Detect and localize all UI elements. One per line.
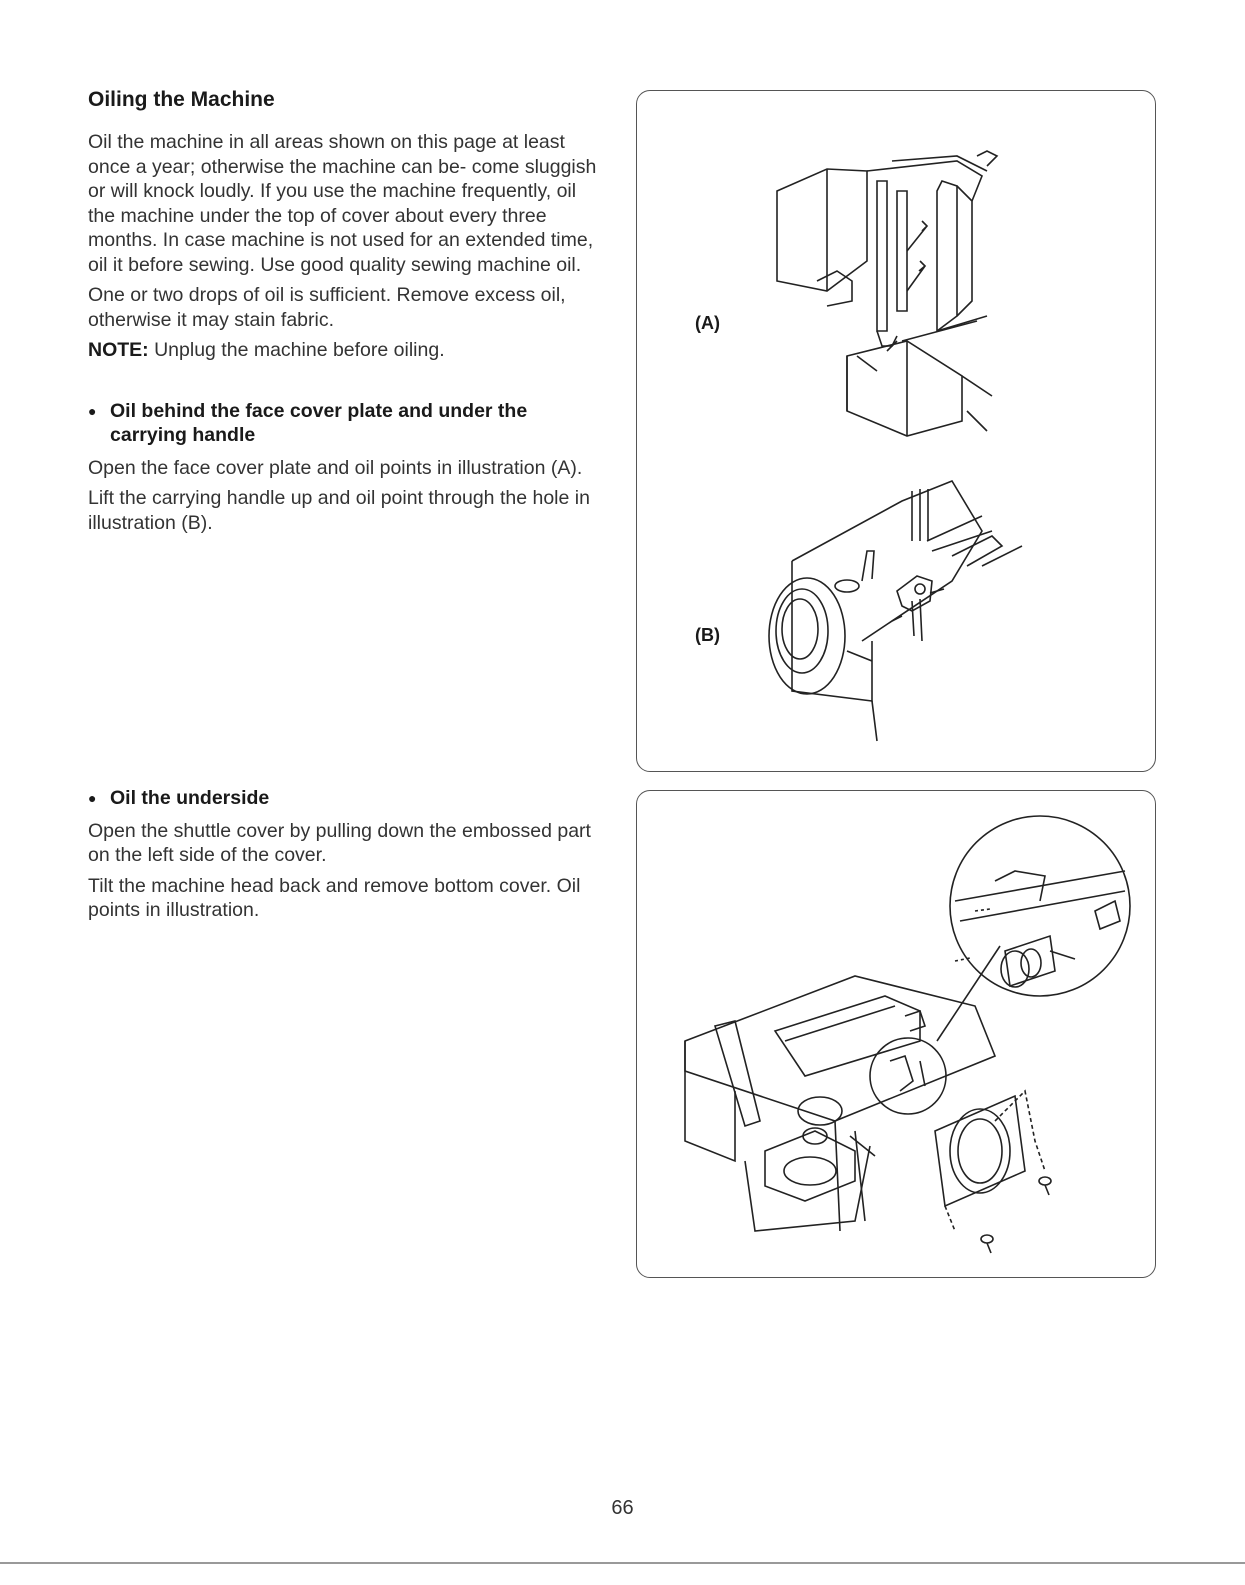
figure-underside-frame: [636, 790, 1156, 1278]
bullet-icon: ●: [88, 402, 97, 419]
note-label: NOTE:: [88, 339, 149, 361]
note-text: Unplug the machine before oiling.: [148, 339, 445, 361]
figure-label-a: (A): [695, 313, 720, 333]
bottom-cover-paragraph: Tilt the machine head back and remove bottom cover. Oil points in illustration.: [88, 874, 581, 921]
illustration-underside: [655, 811, 1135, 1261]
text-column: [88, 88, 608, 541]
bottom-rule: [0, 1562, 1245, 1564]
shuttle-paragraph: Open the shuttle cover by pulling down the embossed part on the left side of the cover.: [88, 819, 591, 866]
handle-paragraph: Lift the carrying handle up and oil point through the hole in illustration (B).: [88, 487, 590, 534]
figure-a-b-frame: [636, 90, 1156, 772]
face-cover-section: [88, 399, 608, 536]
illustration-b: [752, 471, 1132, 751]
figure-label-b: (B): [695, 625, 720, 645]
underside-section: [88, 786, 608, 929]
intro-paragraph: Oil the machine in all areas shown on this page at least once a year; otherwise the machine can be- come sluggish or will knock loudly. If you use the machine frequently, oil the machine under the top of cover about every three months. In case machine is not used for an extended time, oil it before sewing. Use good quality sewing machine oil.: [88, 131, 597, 276]
face-cover-paragraph: Open the face cover plate and oil points in illustration (A).: [88, 456, 583, 479]
note-paragraph: [88, 338, 608, 363]
illustration-a: [757, 131, 1117, 461]
face-cover-heading: ● Oil behind the face cover plate and under the carrying handle: [88, 399, 528, 446]
underside-heading: ● Oil the underside: [88, 787, 270, 809]
page-number: 66: [611, 1497, 634, 1519]
bullet-icon: ●: [88, 790, 97, 806]
page-title: Oiling the Machine: [88, 88, 275, 111]
oil-amount-paragraph: One or two drops of oil is sufficient. Remove excess oil, otherwise it may stain fabric.: [88, 284, 566, 331]
